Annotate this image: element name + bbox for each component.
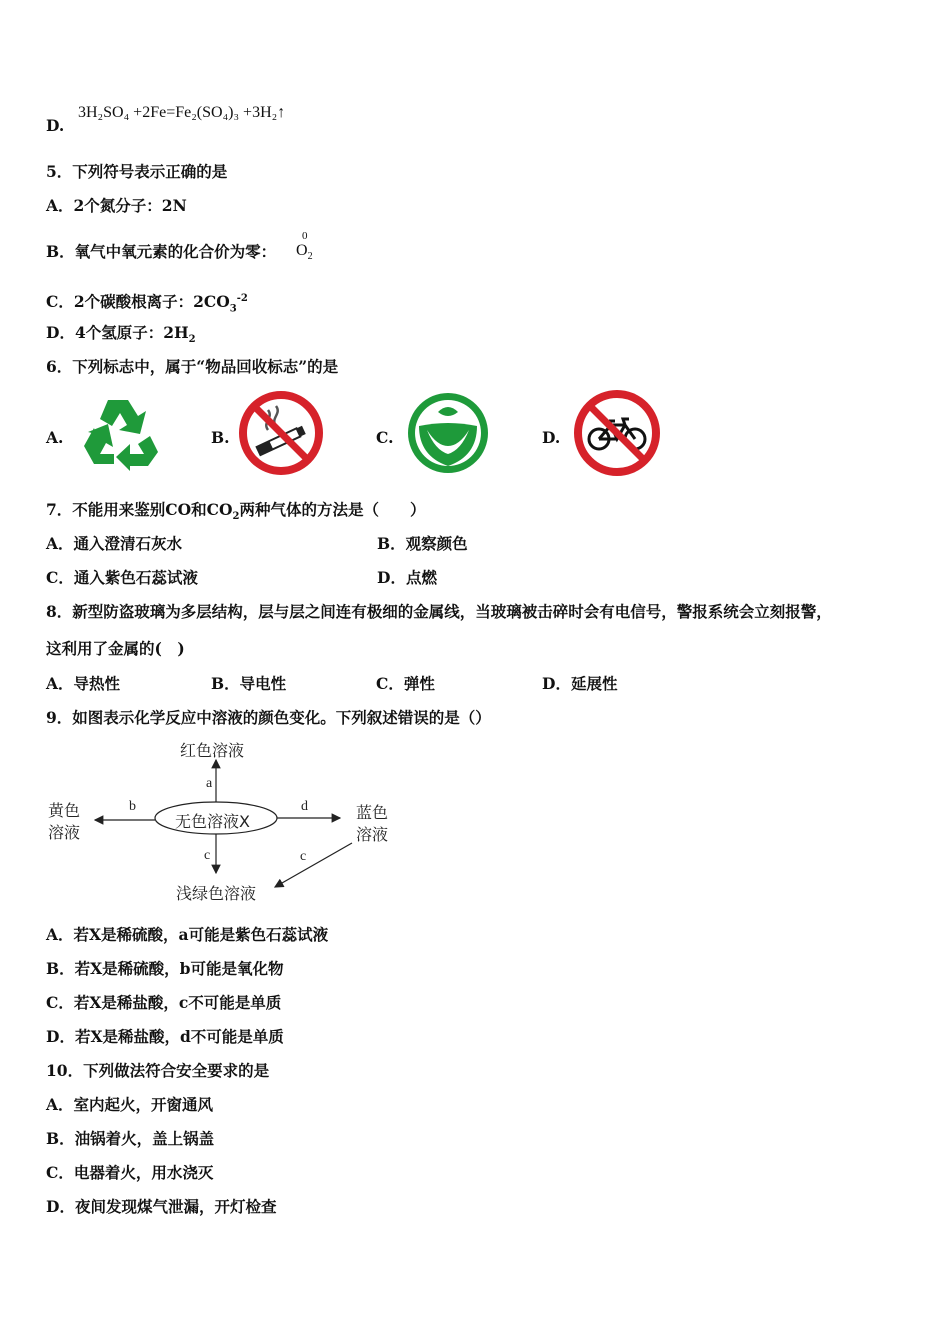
q9-diagram-center: 无色溶液X bbox=[175, 812, 250, 831]
q4-option-d-label: D. bbox=[46, 116, 65, 135]
q5-option-a: A．2个氮分子：2N bbox=[46, 196, 187, 215]
recycle-icon bbox=[78, 394, 160, 472]
q5-option-b-text: B．氧气中氧元素的化合价为零： bbox=[46, 242, 277, 261]
q10-option-c: C．电器着火，用水浇灭 bbox=[46, 1163, 214, 1182]
q9-stem: 9．如图表示化学反应中溶液的颜色变化。下列叙述错误的是（） bbox=[46, 708, 491, 727]
q5-option-b-sup: 0 bbox=[302, 230, 308, 242]
q7-stem-post: 两种气体的方法是（ ） bbox=[239, 500, 426, 519]
q7-option-b: B．观察颜色 bbox=[377, 534, 468, 553]
q7-stem-sub: 2 bbox=[232, 511, 240, 523]
q9-option-a: A．若X是稀硫酸，a可能是紫色石蕊试液 bbox=[46, 925, 329, 944]
q4-option-d-equation: 3H₂SO₄ +2Fe=Fe₂(SO₄)₃ +3H₂↑ bbox=[78, 104, 286, 121]
no-bicycle-icon bbox=[573, 389, 661, 477]
q9-diagram-label-a: a bbox=[206, 776, 213, 791]
q5-option-d-text: D．4个氢原子：2H bbox=[46, 323, 189, 342]
q7-option-d: D．点燃 bbox=[377, 568, 437, 587]
q6-option-d-label: D. bbox=[542, 428, 561, 447]
q9-diagram-label-b: b bbox=[129, 799, 136, 814]
q9-option-b: B．若X是稀硫酸，b可能是氧化物 bbox=[46, 959, 284, 978]
q5-option-c bbox=[46, 289, 248, 319]
q5-option-c-sub: 3 bbox=[229, 303, 237, 315]
q5-option-d bbox=[46, 323, 196, 350]
q9-diagram-bottom: 浅绿色溶液 bbox=[176, 884, 257, 903]
q5-option-b-sub: 2 bbox=[307, 251, 313, 263]
q9-diagram-label-d: d bbox=[301, 799, 308, 814]
q10-option-d: D．夜间发现煤气泄漏，开灯检查 bbox=[46, 1197, 277, 1216]
q8-stem-line2: 这利用了金属的( ) bbox=[46, 639, 185, 658]
q9-diagram-left-2: 溶液 bbox=[48, 823, 81, 842]
q7-stem-pre: 7．不能用来鉴别CO和CO bbox=[46, 500, 233, 519]
q7-option-a: A．通入澄清石灰水 bbox=[46, 534, 183, 553]
q5-option-b-formula bbox=[296, 242, 313, 262]
q8-stem-line1: 8．新型防盗玻璃为多层结构，层与层之间连有极细的金属线，当玻璃被击碎时会有电信号，警报系统会立刻报警， bbox=[46, 602, 832, 621]
q6-option-b-label: B. bbox=[211, 428, 230, 447]
q8-option-a: A．导热性 bbox=[46, 674, 121, 693]
q8-option-c: C．弹性 bbox=[376, 674, 435, 693]
q7-stem bbox=[46, 500, 425, 527]
q9-diagram-left-1: 黄色 bbox=[48, 801, 81, 820]
q5-option-b-symbol: O bbox=[296, 242, 308, 259]
q6-stem: 6．下列标志中，属于“物品回收标志”的是 bbox=[46, 357, 339, 376]
q6-option-c-label: C. bbox=[376, 428, 394, 447]
no-smoking-icon bbox=[238, 390, 324, 476]
q4-option-d bbox=[46, 116, 64, 136]
q10-option-b: B．油锅着火，盖上锅盖 bbox=[46, 1129, 215, 1148]
q5-stem: 5．下列符号表示正确的是 bbox=[46, 162, 228, 181]
q9-option-c: C．若X是稀盐酸，c不可能是单质 bbox=[46, 993, 282, 1012]
q8-option-b: B．导电性 bbox=[211, 674, 287, 693]
arrow-c-diagonal bbox=[275, 843, 352, 887]
green-food-icon bbox=[405, 390, 491, 476]
q9-diagram-top: 红色溶液 bbox=[180, 741, 245, 760]
q9-diagram-label-c2: c bbox=[300, 849, 307, 864]
q8-option-d: D．延展性 bbox=[542, 674, 618, 693]
q5-option-d-sub: 2 bbox=[188, 334, 196, 346]
q9-diagram-right-1: 蓝色 bbox=[356, 803, 389, 822]
q10-stem: 10．下列做法符合安全要求的是 bbox=[46, 1061, 270, 1080]
q9-diagram-label-c1: c bbox=[204, 848, 211, 863]
q5-option-c-sup: -2 bbox=[236, 293, 248, 304]
q6-option-a-label: A. bbox=[46, 428, 64, 447]
q5-option-b bbox=[46, 242, 276, 262]
q5-option-c-text: C．2个碳酸根离子：2CO bbox=[46, 292, 230, 312]
q9-diagram-right-2: 溶液 bbox=[356, 825, 389, 844]
q10-option-a: A．室内起火，开窗通风 bbox=[46, 1095, 214, 1114]
q7-option-c: C．通入紫色石蕊试液 bbox=[46, 568, 198, 587]
q9-option-d: D．若X是稀盐酸，d不可能是单质 bbox=[46, 1027, 284, 1046]
